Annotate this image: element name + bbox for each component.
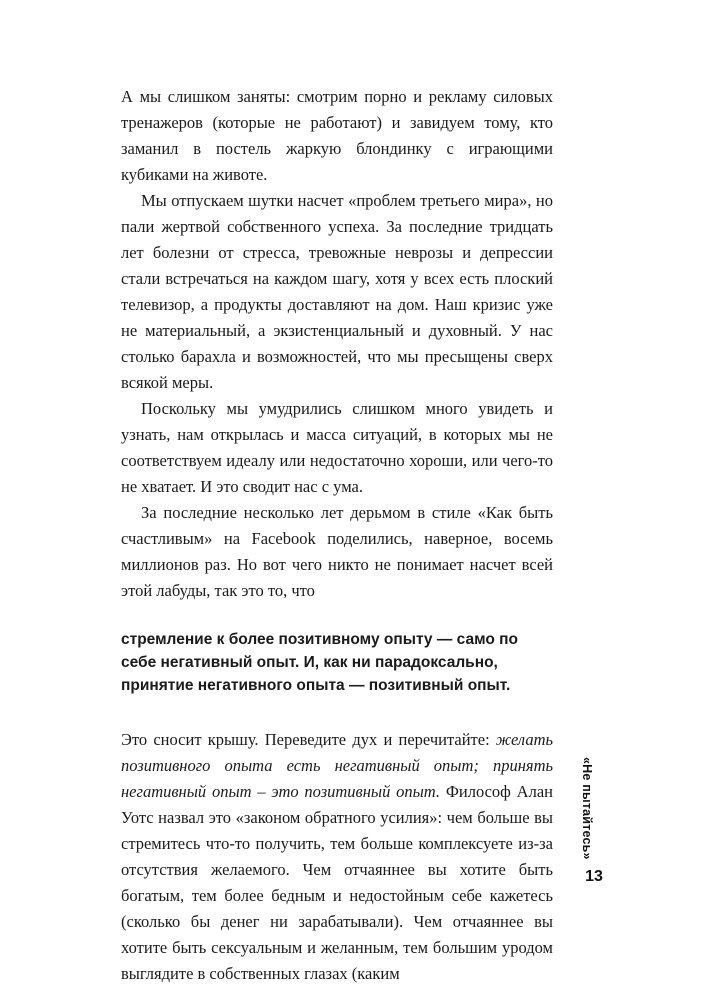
quote-line-2: себе негативный опыт. И, как ни парадоксально,: [121, 654, 498, 671]
paragraph-3: Поскольку мы умудрились слишком много увидеть и узнать, нам открылась и масса ситуаций, в которых мы не соответствуем идеалу или недостаточно хороши, или чего-то не хватает. И это сводит нас с ума.: [121, 399, 553, 496]
page-body: [121, 84, 553, 987]
running-title-text: «Не пытайтесь»: [580, 757, 594, 860]
paragraph-2: Мы отпускаем шутки насчет «проблем третьего мира», но пали жертвой собственного успеха. За последние тридцать лет болезни от стресса, тревожные неврозы и депрессии стали встречаться на каждом шагу, хотя у всех есть плоский телевизор, а продукты доставляют на дом. Наш кризис уже не материальный, а экзистенциальный и духовный. У нас столько барахла и возможностей, что мы пресыщены сверх всякой меры.: [121, 191, 553, 392]
paragraph-1: А мы слишком заняты: смотрим порно и рекламу силовых тренажеров (которые не работают) и завидуем тому, кто заманил в постель жаркую блондинку с играющими кубиками на животе.: [121, 87, 553, 184]
quote-line-3: принятие негативного опыта — позитивный опыт.: [121, 677, 511, 694]
paragraph-5: [121, 727, 553, 987]
paragraph-5-rest: Философ Алан Уотс назвал это «законом обратного усилия»: чем больше вы стремитесь что-то получить, тем больше комплексуете из-за отсутствия желаемого. Чем отчаяннее вы хотите быть богатым, тем более бедным и недостойным себе кажетесь (сколько бы денег ни зарабатывали). Чем отчаяннее вы хотите быть сексуальным и желанным, тем большим уродом выглядите в собственных глазах (каким: [121, 782, 553, 983]
highlighted-quote: [121, 628, 553, 697]
paragraph-5-italic: желать позитивного опыта есть негативный опыт; принять негативный опыт – это позитивный опыт.: [121, 730, 553, 801]
quote-line-1: стремление к более позитивному опыту — само по: [121, 631, 518, 648]
page-number: 13: [585, 868, 603, 885]
paragraph-4: За последние несколько лет дерьмом в стиле «Как быть счастливым» на Facebook поделились, наверное, восемь миллионов раз. Но вот чего никто не понимает насчет всей этой лабуды, так это то, что: [121, 503, 553, 600]
paragraph-5-lead: Это сносит крышу. Переведите дух и перечитайте:: [121, 730, 496, 749]
